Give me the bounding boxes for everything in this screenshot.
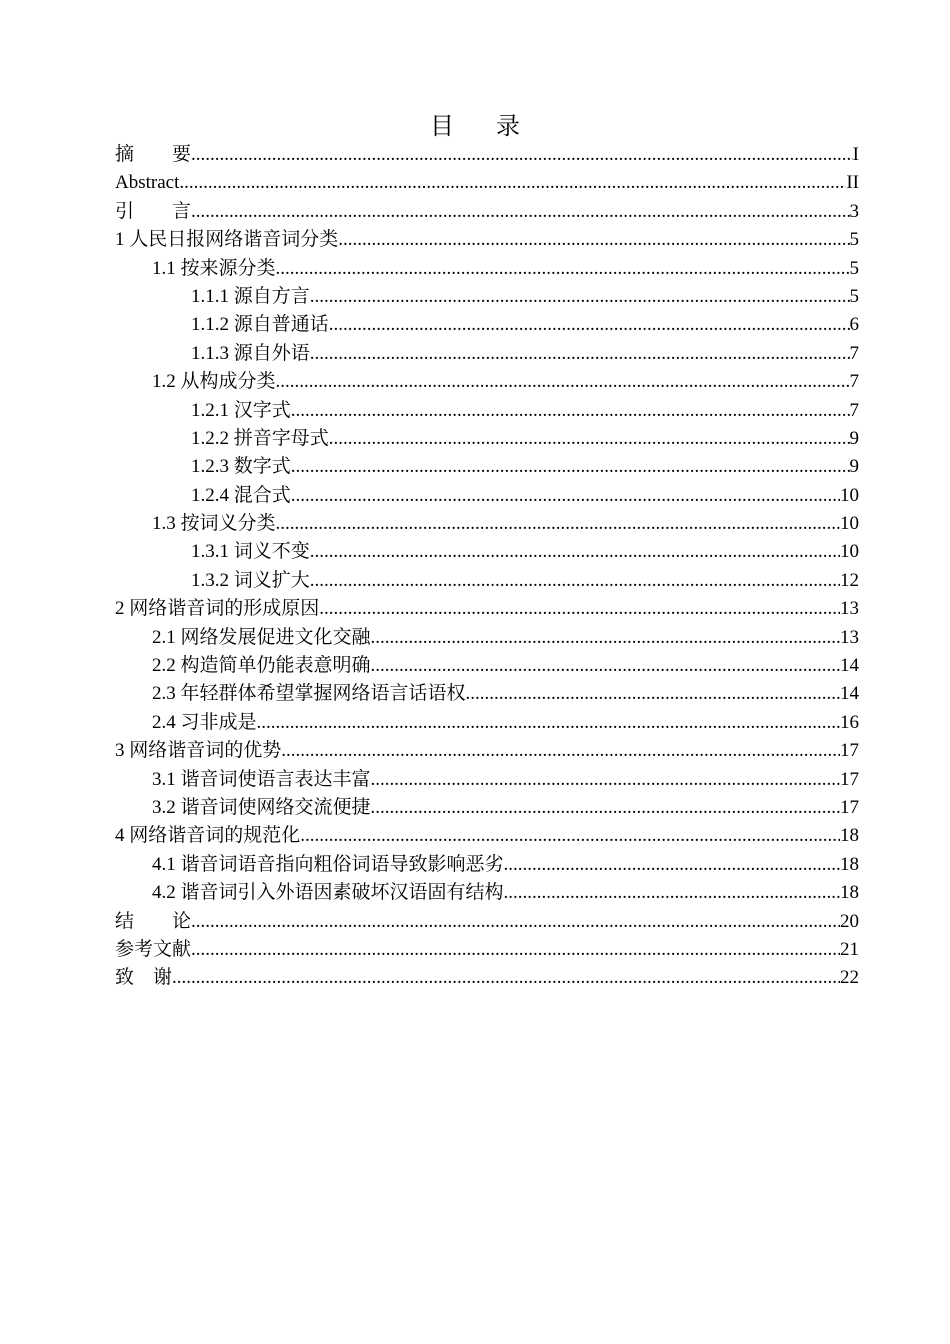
toc-entry-label: 致 谢 (115, 967, 173, 989)
toc-entry[interactable] (115, 652, 859, 680)
page-title (0, 111, 950, 141)
toc-page-number: 18 (840, 882, 859, 904)
toc-entry-label: 1.2.4 混合式 (191, 484, 291, 506)
toc-entry[interactable] (115, 567, 859, 595)
toc-entry[interactable] (115, 851, 859, 879)
toc-page-number: 14 (840, 683, 859, 705)
toc-dot-leader (310, 567, 840, 595)
toc-dot-leader (310, 538, 840, 566)
toc-dot-leader (276, 368, 850, 396)
toc-entry-label: 3.1 谐音词使语言表达丰富 (152, 768, 371, 790)
toc-entry[interactable] (115, 283, 859, 311)
title-char-right: 录 (496, 112, 520, 140)
table-of-contents (115, 141, 859, 993)
toc-page-number: 18 (840, 825, 859, 847)
toc-entry-label: 参考文献 (115, 938, 192, 960)
toc-entry[interactable] (115, 198, 859, 226)
toc-dot-leader (172, 964, 840, 992)
toc-entry-label: 引 言 (115, 200, 192, 222)
toc-dot-leader (300, 822, 840, 850)
toc-dot-leader (338, 226, 849, 254)
toc-entry-label: 4.1 谐音词语音指向粗俗词语导致影响恶劣 (152, 853, 504, 875)
toc-entry[interactable] (115, 936, 859, 964)
toc-page-number: 5 (849, 285, 859, 307)
toc-dot-leader (466, 680, 840, 708)
toc-entry-label: 1.2.3 数字式 (191, 456, 291, 478)
toc-entry-label: 1.2 从构成分类 (152, 371, 276, 393)
toc-entry[interactable] (115, 397, 859, 425)
toc-entry[interactable] (115, 964, 859, 992)
toc-entry[interactable] (115, 141, 859, 169)
toc-entry-label: 1.1.3 源自外语 (191, 342, 310, 364)
toc-entry[interactable] (115, 340, 859, 368)
toc-page-number: 10 (840, 541, 859, 563)
toc-page-number: 21 (840, 938, 859, 960)
toc-page-number: 10 (840, 513, 859, 535)
toc-page-number: 18 (840, 853, 859, 875)
toc-page-number: 9 (849, 427, 859, 449)
toc-page-number: 13 (840, 626, 859, 648)
toc-page-number: 5 (849, 229, 859, 251)
toc-entry[interactable] (115, 624, 859, 652)
toc-entry[interactable] (115, 255, 859, 283)
toc-page-number: 3 (849, 200, 859, 222)
toc-dot-leader (329, 425, 850, 453)
toc-dot-leader (291, 453, 850, 481)
toc-entry-label: 结 论 (115, 910, 192, 932)
toc-entry-label: Abstract (115, 172, 180, 194)
toc-dot-leader (291, 397, 850, 425)
toc-dot-leader (281, 737, 840, 765)
toc-entry-label: 4.2 谐音词引入外语因素破坏汉语固有结构 (152, 882, 504, 904)
toc-entry[interactable] (115, 737, 859, 765)
toc-entry-label: 1.3.1 词义不变 (191, 541, 310, 563)
toc-entry-label: 3 网络谐音词的优势 (115, 740, 282, 762)
toc-page-number: 9 (849, 456, 859, 478)
toc-entry[interactable] (115, 680, 859, 708)
toc-dot-leader (276, 255, 850, 283)
toc-page-number: 17 (840, 740, 859, 762)
toc-entry[interactable] (115, 425, 859, 453)
toc-page-number: 16 (840, 711, 859, 733)
toc-page-number: 7 (849, 371, 859, 393)
toc-entry-label: 1 人民日报网络谐音词分类 (115, 229, 339, 251)
toc-entry-label: 1.3 按词义分类 (152, 513, 276, 535)
toc-entry-label: 1.2.2 拼音字母式 (191, 427, 329, 449)
toc-entry-label: 1.3.2 词义扩大 (191, 569, 310, 591)
toc-page-number: 10 (840, 484, 859, 506)
toc-dot-leader (191, 198, 849, 226)
toc-dot-leader (191, 141, 853, 169)
toc-page-number: 13 (840, 598, 859, 620)
toc-page-number: 5 (849, 257, 859, 279)
toc-dot-leader (191, 908, 840, 936)
toc-entry[interactable] (115, 368, 859, 396)
toc-entry[interactable] (115, 908, 859, 936)
toc-page-number: 20 (840, 910, 859, 932)
toc-dot-leader (329, 311, 850, 339)
toc-dot-leader (310, 283, 850, 311)
toc-page-number: II (846, 172, 859, 194)
toc-entry-label: 2.1 网络发展促进文化交融 (152, 626, 371, 648)
toc-dot-leader (310, 340, 850, 368)
toc-dot-leader (504, 879, 840, 907)
toc-entry[interactable] (115, 510, 859, 538)
toc-page-number: 6 (849, 314, 859, 336)
toc-entry-label: 1.1 按来源分类 (152, 257, 276, 279)
toc-entry[interactable] (115, 822, 859, 850)
toc-entry-label: 4 网络谐音词的规范化 (115, 825, 301, 847)
toc-page-number: I (852, 144, 859, 165)
toc-entry[interactable] (115, 595, 859, 623)
toc-entry-label: 2.4 习非成是 (152, 711, 257, 733)
toc-dot-leader (276, 510, 840, 538)
toc-entry[interactable] (115, 311, 859, 339)
toc-entry-label: 2.3 年轻群体希望掌握网络语言话语权 (152, 683, 466, 705)
title-char-left: 目 (430, 112, 454, 140)
toc-entry-label: 1.1.2 源自普通话 (191, 314, 329, 336)
toc-page-number: 17 (840, 768, 859, 790)
toc-dot-leader (371, 652, 840, 680)
toc-entry[interactable] (115, 226, 859, 254)
toc-page-number: 14 (840, 655, 859, 677)
toc-entry[interactable] (115, 482, 859, 510)
toc-entry[interactable] (115, 453, 859, 481)
toc-entry-label: 2 网络谐音词的形成原因 (115, 598, 320, 620)
toc-entry[interactable] (115, 709, 859, 737)
toc-dot-leader (371, 794, 840, 822)
toc-dot-leader (179, 169, 846, 197)
toc-dot-leader (191, 936, 840, 964)
toc-dot-leader (319, 595, 840, 623)
toc-page-number: 7 (849, 342, 859, 364)
toc-entry[interactable] (115, 879, 859, 907)
toc-page-number: 12 (840, 569, 859, 591)
toc-page-number: 22 (840, 967, 859, 989)
toc-entry[interactable] (115, 794, 859, 822)
toc-page-number: 7 (849, 399, 859, 421)
toc-page-number: 17 (840, 796, 859, 818)
toc-entry-label: 1.1.1 源自方言 (191, 285, 310, 307)
toc-dot-leader (504, 851, 840, 879)
toc-dot-leader (371, 624, 840, 652)
toc-dot-leader (291, 482, 840, 510)
toc-dot-leader (257, 709, 840, 737)
toc-entry-label: 1.2.1 汉字式 (191, 399, 291, 421)
toc-entry[interactable] (115, 169, 859, 197)
toc-dot-leader (371, 766, 840, 794)
toc-entry-label: 2.2 构造简单仍能表意明确 (152, 655, 371, 677)
toc-entry[interactable] (115, 538, 859, 566)
toc-entry-label: 摘 要 (115, 144, 192, 165)
toc-entry[interactable] (115, 766, 859, 794)
toc-entry-label: 3.2 谐音词使网络交流便捷 (152, 796, 371, 818)
